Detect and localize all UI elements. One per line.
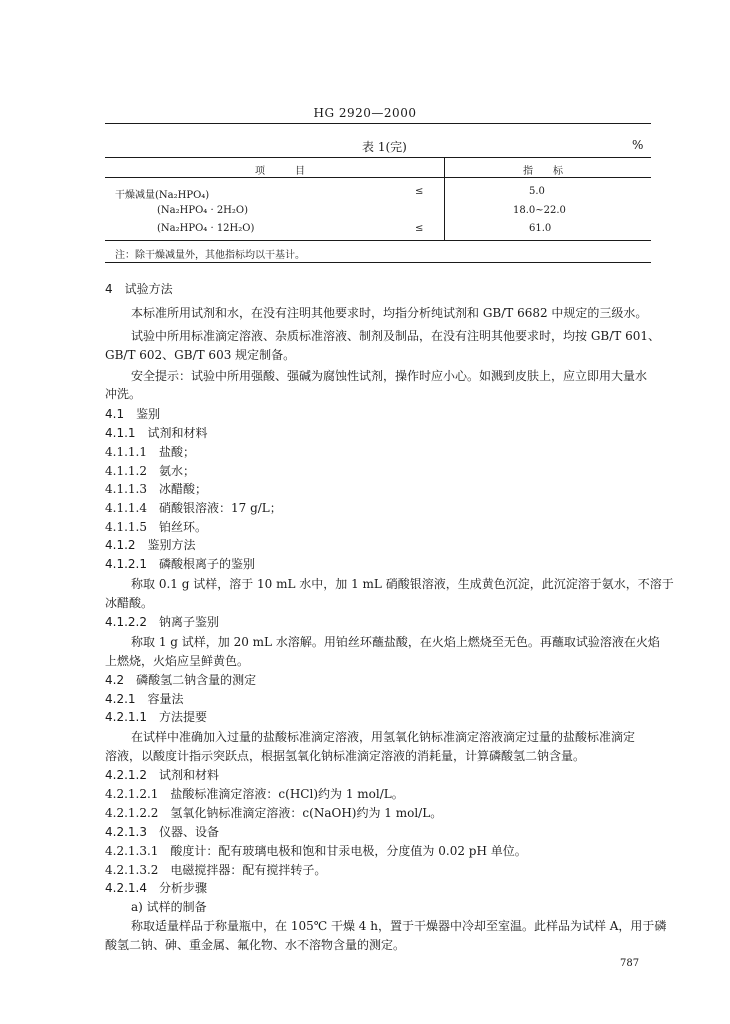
paragraph-line: 本标准所用试剂和水，在没有注明其他要求时，均指分析纯试剂和 GB/T 6682 中规定的三级水。 — [131, 306, 648, 320]
paragraph-line: 溶液，以酸度计指示突跃点，根据氢氧化钠标准滴定溶液的消耗量，计算磷酸氢二钠含量。 — [105, 749, 586, 763]
clause-heading: 4.2.1.4 分析步骤 — [105, 881, 207, 895]
clause-heading: 4.2.1.3 仪器、设备 — [105, 825, 219, 839]
table-row-item: (Na₂HPO₄ · 12H₂O) — [157, 223, 255, 234]
standard-code-header: HG 2920—2000 — [313, 106, 417, 120]
list-item: 4.2.1.2.1 盐酸标准滴定溶液：c(HCl)约为 1 mol/L。 — [105, 787, 404, 801]
clause-heading: 4.2.1.1 方法提要 — [105, 710, 207, 724]
table-row-operator: ≤ — [415, 186, 424, 197]
clause-heading: 4.2.1 容量法 — [105, 692, 184, 706]
list-item: 4.2.1.3.2 电磁搅拌器：配有搅拌转子。 — [105, 863, 327, 877]
column-header-item: 项 目 — [255, 166, 305, 177]
page-number: 787 — [620, 958, 640, 969]
spec-table — [105, 157, 651, 263]
list-item: 4.1.1.3 冰醋酸； — [105, 482, 207, 496]
list-item: 4.2.1.3.1 酸度计：配有玻璃电极和饱和甘汞电极，分度值为 0.02 pH 单位。 — [105, 844, 527, 858]
safety-note-line: 安全提示：试验中所用强酸、强碱为腐蚀性试剂，操作时应小心。如溅到皮肤上，应立即用大量水 — [131, 369, 648, 383]
table-caption: 表 1(完) — [362, 140, 407, 154]
table-row-item: 干燥减量(Na₂HPO₄) — [115, 190, 210, 201]
paragraph-line: 称取 0.1 g 试样，溶于 10 mL 水中，加 1 mL 硝酸银溶液，生成黄色沉淀，此沉淀溶于氨水，不溶于 — [131, 577, 674, 591]
clause-heading: 4.1.1 试剂和材料 — [105, 426, 208, 440]
table-row-value: 61.0 — [529, 223, 552, 234]
paragraph-line: 上燃烧，火焰应呈鲜黄色。 — [105, 654, 250, 668]
list-item: 4.2.1.2.2 氢氧化钠标准滴定溶液：c(NaOH)约为 1 mol/L。 — [105, 806, 443, 820]
paragraph-line: 在试样中准确加入过量的盐酸标准滴定溶液，用氢氧化钠标准滴定溶液滴定过量的盐酸标准滴定 — [131, 730, 636, 744]
header-rule — [105, 123, 651, 124]
table-rule-body — [105, 240, 651, 241]
clause-heading: 4.2.1.2 试剂和材料 — [105, 768, 219, 782]
list-item: 4.1.1.1 盐酸； — [105, 445, 195, 459]
table-note: 注：除干燥减量外，其他指标均以干基计。 — [115, 250, 305, 261]
clause-heading: 4.1.2.1 磷酸根离子的鉴别 — [105, 557, 255, 571]
table-row-item: (Na₂HPO₄ · 2H₂O) — [157, 205, 249, 216]
clause-heading: 4.1.2.2 钠离子鉴别 — [105, 615, 219, 629]
section-heading: 4 试验方法 — [105, 282, 173, 296]
sub-item-heading: a) 试样的制备 — [131, 900, 207, 914]
table-rule-bottom — [105, 262, 651, 263]
table-row-value: 18.0~22.0 — [513, 205, 566, 216]
paragraph-line: 酸氢二钠、砷、重金属、氟化物、水不溶物含量的测定。 — [105, 938, 406, 952]
paragraph-line: GB/T 602、GB/T 603 规定制备。 — [105, 348, 296, 362]
list-item: 4.1.1.4 硝酸银溶液：17 g/L； — [105, 501, 282, 515]
clause-heading: 4.2 磷酸氢二钠含量的测定 — [105, 673, 257, 687]
table-row-operator: ≤ — [415, 223, 424, 234]
list-item: 4.1.1.2 氨水； — [105, 464, 195, 478]
table-rule-header — [105, 177, 651, 178]
paragraph-line: 称取 1 g 试样，加 20 mL 水溶解。用铂丝环蘸盐酸，在火焰上燃烧至无色。再蘸取试验溶液在火焰 — [131, 635, 660, 649]
list-item: 4.1.1.5 铂丝环。 — [105, 520, 207, 534]
clause-heading: 4.1.2 鉴别方法 — [105, 538, 196, 552]
table-rule-top — [105, 157, 651, 158]
safety-note-line: 冲洗。 — [105, 387, 142, 401]
table-row-value: 5.0 — [529, 186, 545, 197]
table-column-divider — [444, 157, 445, 240]
paragraph-line: 试验中所用标准滴定溶液、杂质标准溶液、制剂及制品，在没有注明其他要求时，均按 GB/T 601、 — [131, 329, 660, 343]
column-header-value: 指 标 — [523, 166, 563, 177]
table-unit: % — [632, 138, 644, 152]
clause-heading: 4.1 鉴别 — [105, 407, 161, 421]
paragraph-line: 称取适量样品于称量瓶中，在 105℃ 干燥 4 h，置于干燥器中冷却至室温。此样品为试样 A，用于磷 — [131, 919, 667, 933]
paragraph-line: 冰醋酸。 — [105, 596, 154, 610]
